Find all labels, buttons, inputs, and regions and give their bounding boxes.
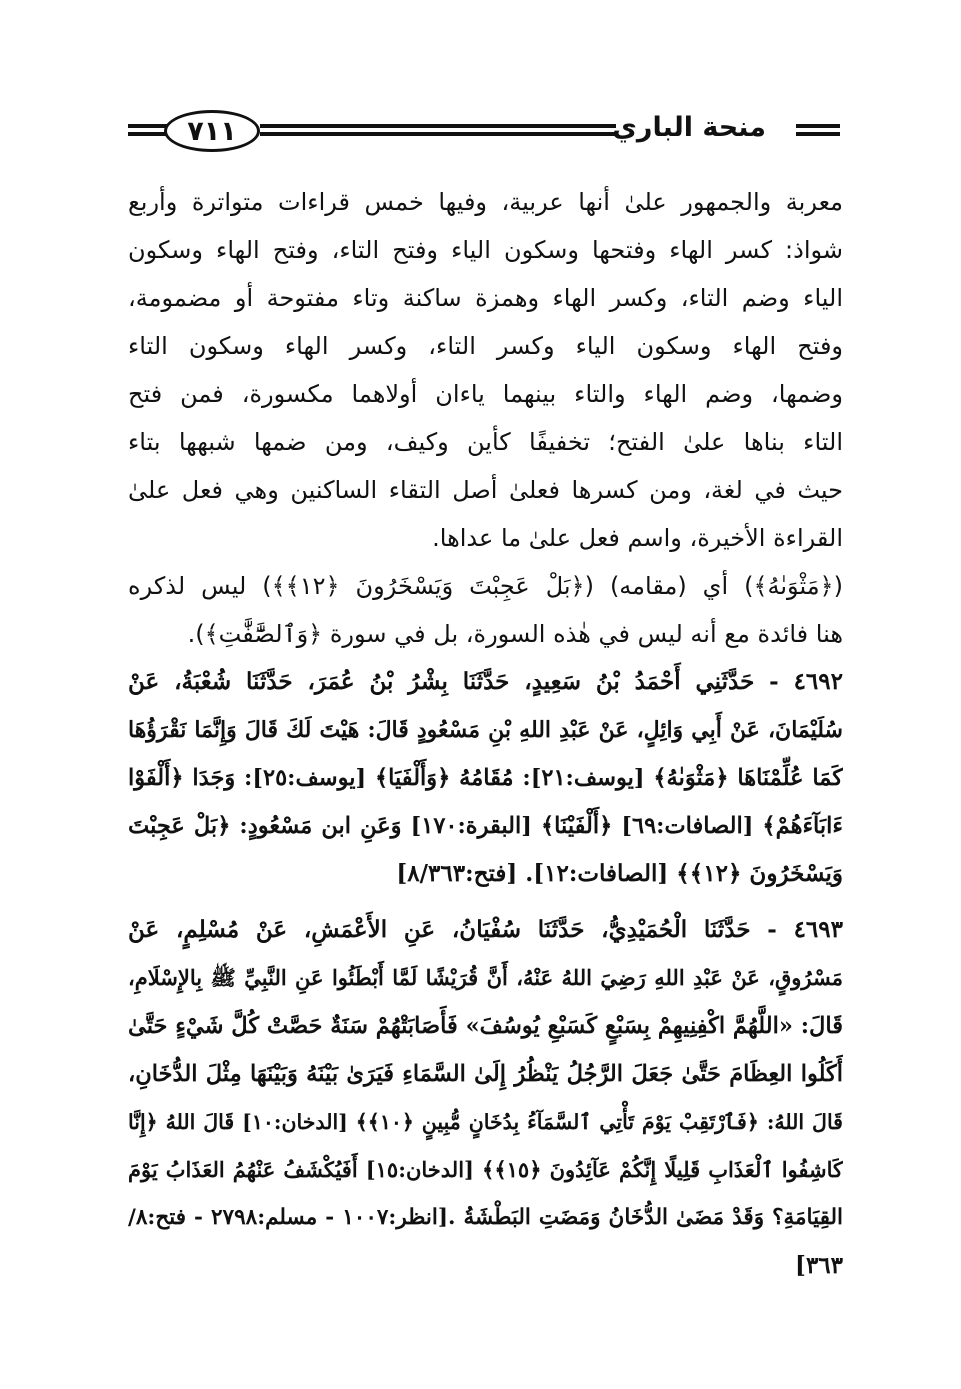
header-rule-left — [128, 124, 168, 128]
header-rule-left — [128, 132, 168, 136]
commentary-block — [128, 178, 843, 658]
text-line: وضمها، وضم الهاء والتاء بينهما ياءان أولاهما مكسورة، فمن فتح — [128, 380, 843, 408]
page-body — [128, 178, 843, 1290]
header-rule-right — [796, 132, 840, 136]
page-number: ٧١١ — [164, 110, 260, 152]
text-line: وفتح الهاء وسكون الياء وكسر التاء، وكسر الهاء وسكون التاء — [128, 332, 843, 360]
text-line: القراءة الأخيرة، واسم فعل علىٰ ما عداها. — [432, 524, 843, 552]
text-line: شواذ: كسر الهاء وفتحها وسكون الياء وفتح التاء، وفتح الهاء وسكون — [128, 236, 843, 264]
hadith-line: ٣٦٣] — [795, 1252, 843, 1279]
page-header — [128, 106, 840, 160]
hadith-line: ٤٦٩٢ - حَدَّثَنِي أَحْمَدُ بْنُ سَعِيدٍ، حَدَّثَنَا بِشْرُ بْنُ عُمَرَ، حَدَّثَنَا شُعْبَةُ، عَنْ — [128, 668, 843, 695]
text-line: التاء بناها علىٰ الفتح؛ تخفيفًا كأين وكيف، ومن ضمها شبهها بتاء — [128, 428, 843, 456]
hadith-line: القِيَامَةِ؟ وَقَدْ مَضَىٰ الدُّخَانُ وَمَضَتِ البَطْشَةُ .[انظر:١٠٠٧ - مسلم:٢٧٩٨ - فتح:٨/ — [128, 1205, 843, 1230]
text-line: (﴿مَثْوَىٰهُ﴾) أي (مقامه) (﴿بَلْ عَجِبْتَ وَيَسْخَرُونَ ﴿١٢﴾﴾) ليس لذكره — [128, 572, 843, 600]
hadith-line: قَالَ اللهُ: ﴿فَٱرْتَقِبْ يَوْمَ تَأْتِي ٱلسَّمَآءُ بِدُخَانٍ مُّبِينٍ ﴿١٠﴾﴾ [الدخان:١٠] قَالَ اللهُ ﴿إِنَّا — [128, 1110, 843, 1134]
hadith-line: قَالَ: «اللَّهُمَّ اكْفِنِيهِمْ بِسَبْعٍ كَسَبْعِ يُوسُفَ» فَأَصَابَتْهُمْ سَنَةٌ حَصَّتْ كُلَّ شَيْءٍ حَتَّىٰ — [128, 1013, 843, 1039]
hadith-4692 — [128, 658, 843, 898]
hadith-line: مَسْرُوقٍ، عَنْ عَبْدِ اللهِ رَضِيَ اللهُ عَنْهُ، أَنَّ قُرَيْشًا لَمَّا أَبْطَئُوا عَنِ النَّبِيِّ ﷺ بِالإِسْلَامِ، — [128, 965, 843, 990]
hadith-line: أَكَلُوا العِظَامَ حَتَّىٰ جَعَلَ الرَّجُلُ يَنْظُرُ إِلَىٰ السَّمَاءِ فَيَرَىٰ بَيْنَهُ وَبَيْنَهَا مِثْلَ الدُّخَانِ، — [128, 1061, 843, 1087]
text-line: هنا فائدة مع أنه ليس في هٰذه السورة، بل في سورة ﴿وَٱلصَّٰٓفَّٰتِ﴾). — [187, 620, 843, 648]
hadith-line: وَيَسْخَرُونَ ﴿١٢﴾﴾ [الصافات:١٢]. [فتح:٨/٣٦٣] — [396, 860, 843, 887]
text-line: معربة والجمهور علىٰ أنها عربية، وفيها خمس قراءات متواترة وأربع — [128, 188, 843, 216]
header-rule-right — [796, 124, 840, 128]
hadith-line: كَمَا عُلِّمْنَاهَا ﴿مَثْوَىٰهُ﴾ [يوسف:٢١]: مُقَامُهُ ﴿وَأَلْفَيَا﴾ [يوسف:٢٥]: وَجَدَا ﴿أَلْفَوْا — [128, 765, 843, 791]
hadith-4693 — [128, 906, 843, 1290]
text-line: حيث في لغة، ومن كسرها فعلىٰ أصل التقاء الساكنين وهي فعل علىٰ — [128, 476, 843, 504]
hadith-line: ٤٦٩٣ - حَدَّثَنَا الْحُمَيْدِيُّ، حَدَّثَنَا سُفْيَانُ، عَنِ الأَعْمَشِ، عَنْ مُسْلِمٍ، عَنْ — [128, 916, 843, 943]
hadith-line: سُلَيْمَانَ، عَنْ أَبِي وَائِلٍ، عَنْ عَبْدِ اللهِ بْنِ مَسْعُودٍ قَالَ: هَيْتَ لَكَ قَالَ وَإِنَّمَا نَقْرَؤُهَا — [128, 717, 843, 743]
header-rule-middle — [260, 124, 616, 128]
hadith-line: ءَابَآءَهُمْ﴾ [الصافات:٦٩] ﴿أَلْفَيْنَا﴾ [البقرة:١٧٠] وَعَنِ ابن مَسْعُودٍ: ﴿بَلْ عَجِبْتَ — [128, 813, 843, 839]
hadith-line: كَاشِفُوا ٱلْعَذَابِ قَلِيلًا إِنَّكُمْ عَآئِدُونَ ﴿١٥﴾﴾ [الدخان:١٥] أَفَيُكْشَفُ عَنْهُمُ العَذَابُ يَوْمَ — [128, 1157, 843, 1182]
text-line: الياء وضم التاء، وكسر الهاء وهمزة ساكنة وتاء مفتوحة أو مضمومة، — [128, 284, 843, 312]
header-rule-middle — [260, 132, 616, 136]
book-title: منحة الباري — [612, 112, 766, 143]
